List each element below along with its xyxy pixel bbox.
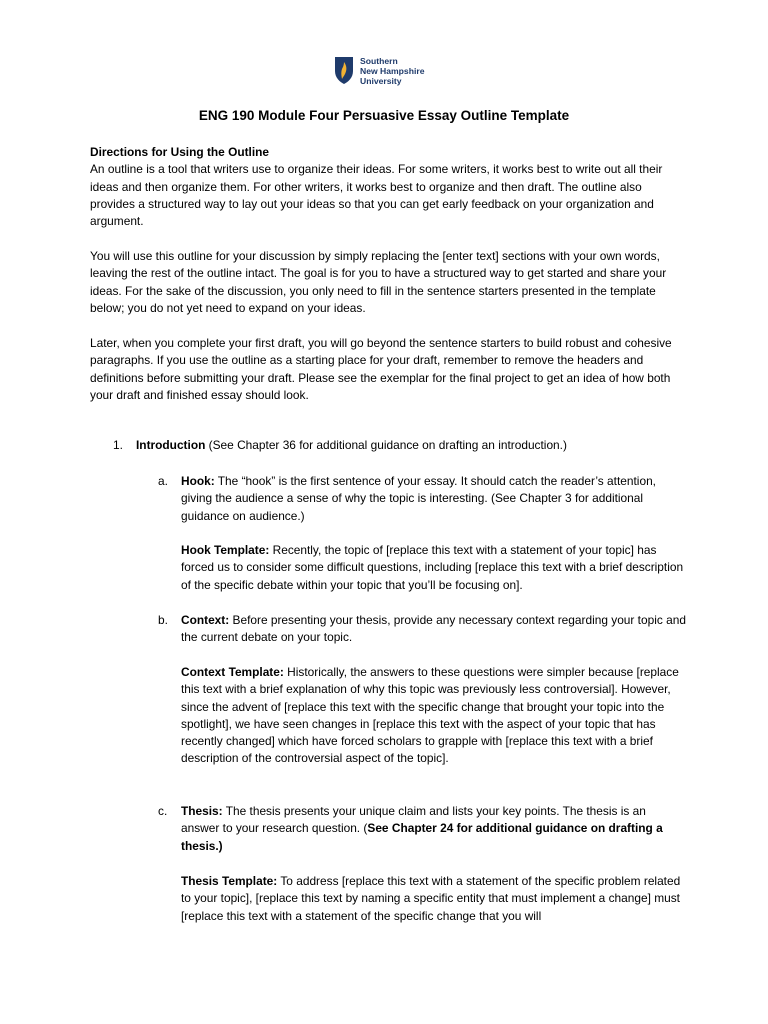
directions-paragraph-3: Later, when you complete your first draft, you will go beyond the sentence starters to build robust and cohesive paragraphs. If you use the outline as a starting place for your draft, remember to remove the headers and definitions before submitting your draft. Please see the exemplar for the final project to get an idea of how both your draft and finished essay should look. (90, 336, 672, 402)
directions-paragraph-1: An outline is a tool that writers use to organize their ideas. For some writers, it works best to write out all their ideas and then organize them. For other writers, it works best to organize and then draft. The outline also provides a structured way to lay out your ideas so that you can get early feedback on your organization and argument. (90, 162, 663, 229)
directions-heading: Directions for Using the Outline (90, 145, 270, 159)
logo-text-line-2: New Hampshire (360, 65, 425, 76)
logo-text-line-1: Southern (360, 56, 398, 66)
hook-marker: a. (158, 474, 168, 488)
context-template-text: Historically, the answers to these questions were simpler because [replace this text with a brief explanation of why this topic was previously less controversial]. However, since the advent of [replace this text with the specific change that brought your topic into the spotlight], we have seen changes in [replace this text with the aspect of your topic that has recently changed] which have forced scholars to grapple with [replace this text with a brief description of the controversial aspect of the topic]. (181, 665, 679, 766)
directions-block (90, 144, 682, 230)
context-text: Before presenting your thesis, provide any necessary context regarding your topic and the current debate on your topic. (181, 613, 686, 645)
introduction-item (136, 437, 696, 454)
hook-label: Hook: (181, 474, 215, 488)
hook-template-label: Hook Template: (181, 543, 270, 557)
document-title: ENG 190 Module Four Persuasive Essay Outline Template (198, 108, 570, 123)
thesis-text: The thesis presents your unique claim and lists your key points. The thesis is an answer to your research question. ( (181, 804, 646, 836)
context-template (181, 664, 686, 768)
introduction-text: (See Chapter 36 for additional guidance on drafting an introduction.) (205, 438, 567, 452)
thesis-template-label: Thesis Template: (181, 874, 278, 888)
directions-paragraph-2: You will use this outline for your discussion by simply replacing the [enter text] sections with your own words, leaving the rest of the outline intact. The goal is for you to have a structured way to get started and share your ideas. For the sake of the discussion, you only need to fill in the sentence starters presented in the template below; you do not yet need to expand on your ideas. (90, 249, 667, 315)
hook-text: The “hook” is the first sentence of your essay. It should catch the reader’s attention, giving the audience a sense of why the topic is interesting. (See Chapter 3 for additional guidance on audience.) (181, 474, 656, 523)
hook-template (181, 542, 686, 594)
introduction-label: Introduction (136, 438, 206, 452)
thesis-template-text: To address [replace this text with a statement of the specific problem related to your topic], [replace this text by naming a specific entity that must implement a change] must [replace this text with a statement of the specific change that you will (181, 874, 681, 923)
context-marker: b. (158, 613, 168, 627)
context-template-label: Context Template: (181, 665, 284, 679)
context-label: Context: (181, 613, 230, 627)
university-logo (334, 56, 424, 86)
thesis-item (181, 803, 686, 855)
shield-icon (334, 56, 354, 85)
section-number: 1. (113, 438, 123, 452)
thesis-template (181, 873, 686, 925)
thesis-label: Thesis: (181, 804, 223, 818)
context-item (181, 612, 686, 647)
hook-template-text: Recently, the topic of [replace this text with a statement of your topic] has forced us to consider some difficult questions, including [replace this text with a brief description of the specific debate within your topic that you’ll be focusing on]. (181, 543, 684, 592)
hook-item (181, 473, 686, 525)
thesis-chapter-reference: See Chapter 24 for additional guidance on drafting a thesis.) (181, 821, 663, 853)
logo-text-line-3: University (360, 75, 402, 86)
thesis-marker: c. (158, 804, 168, 818)
